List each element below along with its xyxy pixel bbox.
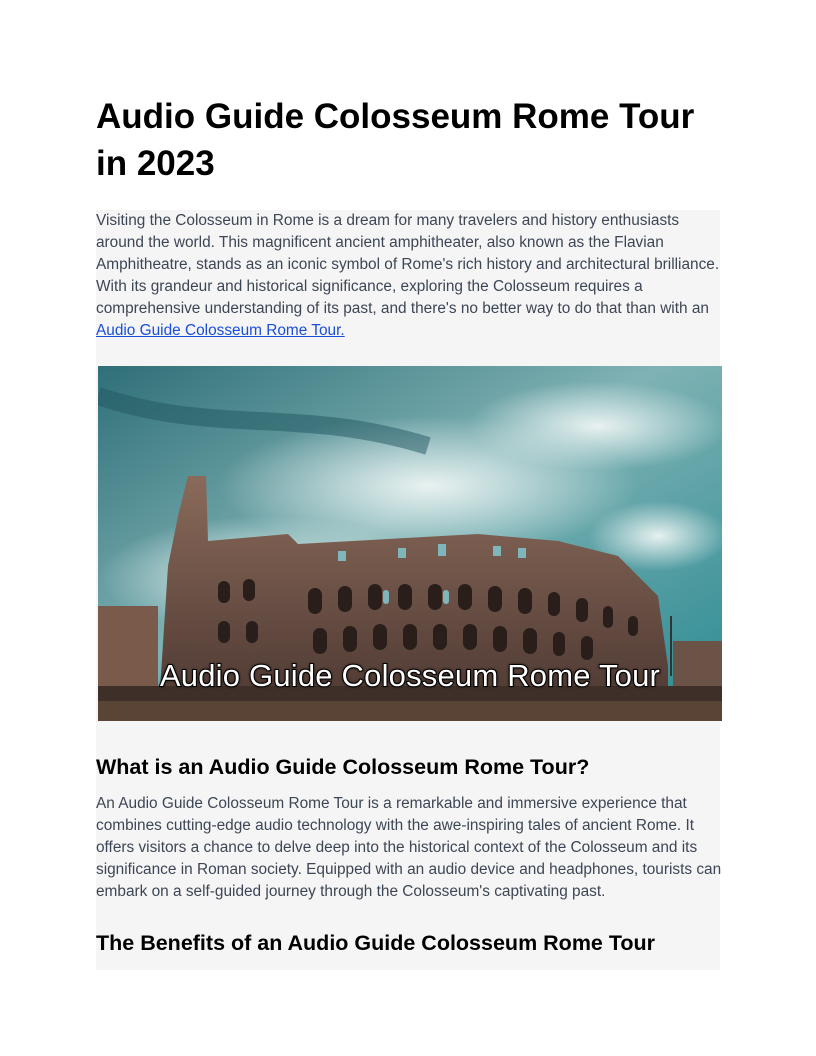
page-title: Audio Guide Colosseum Rome Tour in 2023 (96, 97, 695, 183)
section-heading-what-is: What is an Audio Guide Colosseum Rome Tour? (96, 755, 590, 779)
tour-link[interactable]: Audio Guide Colosseum Rome Tour. (96, 322, 345, 339)
section-paragraph-what-is: An Audio Guide Colosseum Rome Tour is a remarkable and immersive experience that combines cutting-edge audio technology with the awe-inspiring tales of ancient Rome. It offers visitors a chance to delve deep into the historical context of the Colosseum and its significance in Roman society. Equipped with an audio device and headphones, tourists can embark on a self-guided journey through the Colosseum's captivating past. (96, 795, 722, 900)
hero-caption: Audio Guide Colosseum Rome Tour (159, 658, 661, 693)
intro-paragraph (96, 210, 720, 342)
section-heading-benefits: The Benefits of an Audio Guide Colosseum Rome Tour (96, 931, 656, 955)
colosseum-hero-image (98, 366, 722, 721)
intro-text: Visiting the Colosseum in Rome is a dream for many travelers and history enthusiasts around the world. This magnificent ancient amphitheater, also known as the Flavian Amphitheatre, stands as an iconic symbol of Rome's rich history and architectural brilliance. With its grandeur and historical significance, exploring the Colosseum requires a comprehensive understanding of its past, and there's no better way to do that than with an (96, 212, 720, 317)
